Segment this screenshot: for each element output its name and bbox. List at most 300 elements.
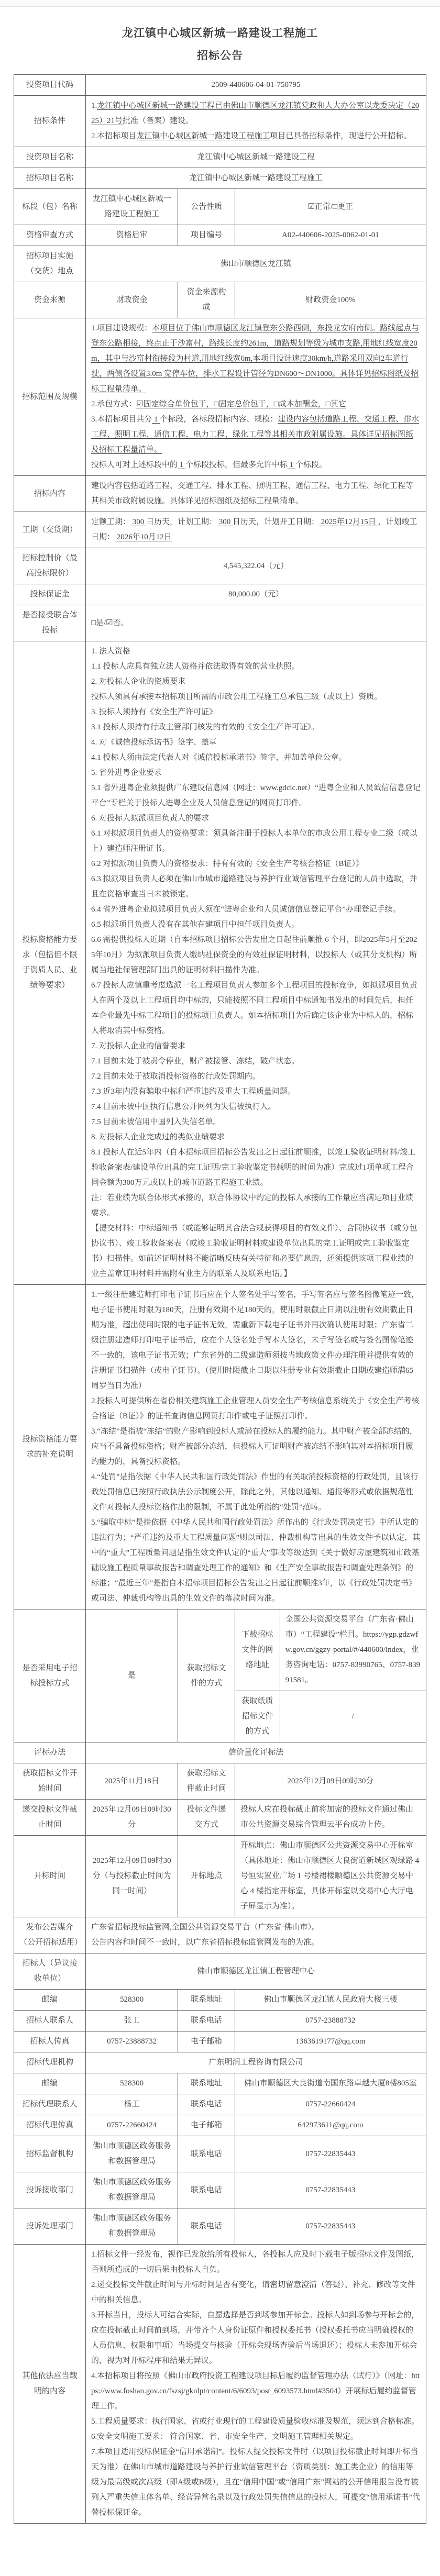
- row-label: 招标人传真: [14, 2031, 86, 2052]
- paragraph: [91, 872, 421, 902]
- paragraph: [91, 2097, 172, 2112]
- text-segment: ☑正常/□更正: [307, 202, 354, 211]
- row-value: [85, 2031, 178, 2052]
- tender-announcement-document: [0, 7, 440, 2576]
- paragraph: [240, 199, 421, 215]
- text-segment: 5.“骗取中标”是指依据《中华人民共和国行政处罚法》所作出的《行政处罚决定书》中所认定的违法行为；“严重违约及重大工程质量问题”则以司法、仲裁机构等出具的生效文件予以认定，其中的“重大”工程质量问题是指生效文件认定的“重大”事故等级达到《关于做好房屋建筑和市政基础设施工程质量事故报告和调查处理工作的通知》和《生产安全事故报告和调查处理条例》的标准；“最近三年”是指自本招标项目招标公告发出之日起往前顺推3年，以《行政处罚决定书》或司法、仲裁机构等出具的生效文件的落款时间为准。: [91, 1518, 421, 1603]
- text-segment: 2.递交投标文件截止时间与开标时间是否有变化，请密切留意澄清（答疑）、补充、修改等文件中的相关信息。: [91, 2281, 415, 2305]
- underlined-value: 2026年10月12日: [114, 533, 172, 542]
- text-segment: 80,000.00（元）: [228, 590, 283, 599]
- paragraph: [91, 587, 421, 602]
- row-value: [85, 2073, 178, 2094]
- table-row: [14, 1609, 426, 1691]
- text-segment: 0757-23888732: [305, 2016, 356, 2025]
- text-segment: 项目已具备招标条件，现进行公开招标。: [270, 132, 412, 141]
- text-segment: 4.1 投标人须由法定代表人对《诚信投标承诺书》签字，并加盖单位公章。: [91, 753, 347, 762]
- row-value: [85, 548, 426, 584]
- row-label: 招标控制价（最高投标限价）: [14, 548, 86, 584]
- text-segment: 7. 对投标人企业的信誉要求: [91, 1042, 185, 1051]
- row-label: 联系电话: [178, 2172, 235, 2208]
- text-segment: 2509-440606-04-01-750795: [211, 81, 301, 90]
- row-value: [85, 2011, 178, 2031]
- paragraph: [91, 2013, 172, 2028]
- text-segment: 2025年12月09日09时30分: [92, 1805, 171, 1829]
- row-value: [235, 2208, 426, 2245]
- row-value: [235, 282, 426, 318]
- text-segment: 6.3 拟派项目负责人必须在佛山市城市道路建设与养护行业诚信管理平台登记的人员中选取，并且在资格审查当日未被锁定。: [91, 875, 417, 899]
- text-segment: 广东省招标投标监管网,全国公共资源交易平台（广东省·佛山市）。: [91, 1923, 320, 1932]
- text-segment: 【提交材料：中标通知书（或能够证明其合法合规获得项目的有效文件）、合同协议书（或分包协议书）、竣工验收备案表（或竣工验收证明材料或建设单位出具的完工证明或完工验收鉴定书）扫描件。如前述证明材料不能清晰反映有关特征和必要信息的，还须提供该项工程业绩的业主盖章证明材料并需附有业主方的联系人及联系电话。】: [91, 1224, 417, 1279]
- paragraph: [91, 321, 421, 397]
- text-segment: 7.1 目前未处于被责令停业，财产被接管、冻结，破产状态。: [91, 1057, 300, 1066]
- row-label: 邮编: [14, 1990, 86, 2011]
- text-segment: 龙江镇中心城区新城一路建设工程: [196, 153, 315, 162]
- sub-row-value: [280, 1609, 426, 1691]
- paragraph: [91, 1774, 172, 1789]
- paragraph: [91, 171, 421, 186]
- text-segment: 广东明润工程咨询有限公司: [208, 2058, 303, 2067]
- paragraph: [91, 690, 421, 705]
- text-segment: 2. 对投标人企业的资质要求: [91, 678, 185, 686]
- text-segment: 1.: [91, 102, 97, 110]
- row-label: 递交投标文件截止时间: [14, 1800, 86, 1836]
- paragraph: [91, 1853, 172, 1899]
- row-label: 联系电话: [178, 2011, 235, 2031]
- paragraph: [91, 1191, 421, 1221]
- row-value: [85, 2208, 178, 2245]
- table-row: [14, 1800, 426, 1836]
- underlined-value: 龙江镇中心城区新城一路建设工程已由佛山市顺德区龙江镇党政和人大办公室以龙委决定（2025）21号: [91, 102, 420, 126]
- text-segment: 8.1 投标人在近5年内（自本招标项目招标公告发出之日起往前顺推，以竣工验收证明材料/竣工验收备案表/建设单位出具的完工证明/完工验收鉴定书载明的时间为准）完成过1项单项工程合同金额为300万元或以上的城市道路工程施工业绩。: [91, 1148, 416, 1187]
- row-value: [85, 1609, 178, 1742]
- row-label: 投标保证金: [14, 584, 86, 605]
- paragraph: [91, 228, 172, 243]
- row-label: 电子邮箱: [178, 2031, 235, 2052]
- row-label: 下载招标文件的网络地址: [235, 1609, 280, 1691]
- table-row: [14, 1285, 426, 1609]
- underlined-value: 建设内容包括道路工程、交通工程、排水工程、照明工程、通信工程、电力工程、绿化工程等其相关市政附属设施。具体详见招标图纸及招标工程量清单。: [91, 415, 420, 454]
- table-row: [14, 225, 426, 246]
- row-label: 投诉接收部门: [14, 2172, 86, 2208]
- text-segment: ，计划竣工日期：: [91, 518, 417, 542]
- row-value: [85, 1742, 426, 1763]
- text-segment: 6.7 投标人应慎重考虑选派一名工程项目负责人参加多个工程项目的投标竞争，如拟派项目负责人在两个及以上工程项目均中标的，只能按照不同工程项目中标通知书发出的时间先后，担任本企业最先中标工程项目的投标项目负责人。如本招标项目为后确定该企业为中标人的，招标人将取消其中标资格。: [91, 981, 417, 1036]
- underlined-value: 本项目位于佛山市顺德区龙江镇登东公路西侧，东投龙安府南侧。路线起点与登东公路相接，终点止于沙富村，路线长度约261m，道路规划等级为城市支路,用地红线宽度20m，其中与沙富村衔接段为村道,用地红线宽6m,本项目设计速度30km/h,道路采用双向2车道行驶，两侧各设置3.0m 宽停车位，排水工程设计管径为DN600～DN1000。具体详见招标图纸及招标工程量清单。: [91, 324, 420, 394]
- paragraph: [91, 932, 421, 978]
- table-row: [14, 189, 426, 225]
- paragraph: [91, 2055, 421, 2070]
- paragraph: [91, 705, 421, 720]
- table-row: [14, 246, 426, 282]
- row-value: [235, 189, 426, 225]
- paragraph: [91, 1084, 421, 1100]
- text-segment: 个标段，各标段招标内容、规模：: [160, 415, 278, 424]
- paragraph: [91, 1802, 172, 1833]
- underlined-value: 龙江镇中心城区新城一路建设工程施工: [136, 132, 270, 141]
- text-segment: 7.本项目适用投标保证金“信用承诺制”。投标人提交投标文件时（以项目投标截止时间即开标当天为准）在佛山市城市道路建设与养护行业诚信管理平台（资质类别：施工类企业）的信用等级为最高级或次高级（即A级或B级），且在“信用中国”或“信用广东”网站的公开信用报告没有被列入严重失信主体名单、经营异常名录以及行政处罚失信信息的投标人，可提交“信用承诺书”代替投标保证金。: [91, 2448, 421, 2517]
- row-label: 项目编号: [178, 225, 235, 246]
- paragraph: [91, 1115, 421, 1130]
- row-value: [235, 2136, 426, 2172]
- row-label: 招标条件: [14, 96, 86, 147]
- text-segment: 开标地点：佛山市顺德区公共资源交易中心开标室（具体地址：佛山市顺德区大良街道新城区观绿路 4 号恒实置业广场 1 号楼裙楼顺德区公共资源交易中心 4 楼指定开标室，具体开标室以交易中心大厅电子屏显示为准）。: [240, 1841, 420, 1911]
- row-label: 获取招标文件截止时间: [178, 1763, 235, 1800]
- paragraph: [91, 2139, 172, 2169]
- table-row: [14, 168, 426, 189]
- paragraph: [91, 1470, 421, 1515]
- text-segment: 杨工: [124, 2100, 140, 2109]
- row-value: [235, 1800, 426, 1836]
- text-segment: 2.本招标项目: [91, 132, 137, 141]
- row-value: [235, 1990, 426, 2011]
- text-segment: 4.本招标项目将按照《佛山市政府投资工程建设项目标后履约监督管理办法（试行）》（网址：https://www.foshan.gov.cn/fszsj/gknlpt/content/6/6093/post_6093573.html#3504）开展标后履约监督管理工作。: [91, 2372, 420, 2411]
- paragraph: [240, 2147, 421, 2162]
- table-row: [14, 1990, 426, 2011]
- row-value: [235, 2172, 426, 2208]
- text-segment: 8. 对投标人企业完成过的类似业绩要求: [91, 1133, 225, 1142]
- text-segment: 1363619177@qq.com: [295, 2037, 366, 2046]
- paragraph: [91, 674, 421, 690]
- text-segment: 信价量化评标法: [228, 1748, 283, 1757]
- text-segment: 2025年12月09日09时30分（与投标截止时间为同一时间）: [92, 1857, 171, 1896]
- paragraph: [91, 2429, 421, 2445]
- row-label: 联系地址: [178, 1990, 235, 2011]
- paragraph: [91, 2076, 172, 2091]
- paragraph: [91, 1424, 421, 1470]
- text-segment: 建设内容包括道路工程、交通工程、排水工程、照明工程、通信工程、电力工程、绿化工程等其相关市政附属设施。具体详见招标图纸及招标工程量清单。: [91, 482, 413, 506]
- table-row: [14, 96, 426, 147]
- row-value: [235, 2031, 426, 2052]
- paragraph: [91, 129, 421, 144]
- text-segment: 资格后审: [116, 231, 148, 240]
- row-value: [235, 1763, 426, 1800]
- text-segment: 3.“冻结”是指被“冻结”的财产影响到投标人或潜在投标人的履约能力。其中财产被全部冻结的，应当不具备投标资格；财产被部分冻结，但投标人可证明财产被冻结不影响其对本招标项目履约能力的，具备投标资格。: [91, 1427, 417, 1467]
- row-value: [85, 1836, 178, 1917]
- paragraph: [91, 616, 421, 631]
- row-label: 招标内容: [14, 476, 86, 512]
- text-segment: /: [351, 1712, 354, 1721]
- text-segment: 批准（备案）建设。: [122, 117, 193, 126]
- row-label: 电子邮箱: [178, 2115, 235, 2136]
- table-row: [14, 512, 426, 548]
- text-segment: 佛山市顺德区政务服务和数据管理局: [92, 2142, 171, 2166]
- table-row: [14, 1953, 426, 1990]
- paragraph: [240, 1774, 421, 1789]
- text-segment: 2025年11月18日: [104, 1776, 159, 1785]
- table-row: [14, 605, 426, 641]
- underlined-value: 1: [152, 415, 160, 424]
- table-row: [14, 1917, 426, 1953]
- text-segment: 4.“处罚”是指依据《中华人民共和国行政处罚法》作出的有关取消投标资格的行政处罚，且该行政处罚信息已按照行政执法公示制度公开，除此之外，其他以通知、通报等形式或依据规范性文件对投标人投标资格作出的限制，不属于此处所指的“处罚”范畴。: [91, 1473, 419, 1512]
- paragraph: [240, 228, 421, 243]
- paragraph: [240, 2034, 421, 2049]
- paragraph: [91, 2278, 421, 2308]
- text-segment: 7.2 目前未处于被取消投标资格的行政处罚期内。: [91, 1072, 260, 1081]
- text-segment: 6.4 省外进粤企业拟派项目负责人须在“进粤企业和人员诚信信息登记平台”办理登记手续。: [91, 905, 401, 914]
- paragraph: [91, 1668, 172, 1683]
- text-segment: 日历天，计划开工日期：: [232, 518, 319, 527]
- row-label: 投标资格能力要求的补充说明: [14, 1285, 86, 1609]
- text-segment: 7.4 目前未被中国执行信息公开网列为失信被执行人。: [91, 1103, 276, 1112]
- table-row: [14, 641, 426, 1285]
- text-segment: 注：若业绩为联合体形式承接的，联合体协议中约定的投标人承接的工作量应当满足项目业绩要求。: [91, 1194, 413, 1218]
- text-segment: 6.5 拟派项目负责人没有在其他在建项目中担任项目负责人。: [91, 920, 300, 929]
- row-value: [85, 512, 426, 548]
- paragraph: [91, 293, 172, 308]
- paragraph: [91, 192, 172, 222]
- paragraph: [91, 559, 421, 574]
- row-value: [85, 225, 178, 246]
- paragraph: [240, 293, 421, 308]
- row-value: [85, 2172, 178, 2208]
- row-value: [85, 2245, 426, 2524]
- text-segment: 0757-23888732: [107, 2037, 157, 2046]
- row-label: 获取招标文件的方式: [178, 1609, 235, 1742]
- paragraph: [285, 1612, 421, 1688]
- text-segment: 1.一级注册建造师打印电子证书后应在个人签名处手写签名，手写签名应与签名图像笔迹一致，电子证书使用时限为180天，注册有效期不足180天的，使用时限截止日期以注册有效期截止日期为准，超出使用时限的电子证书无效，需重新下载电子证书并再次确认使用时限；广东省二级注册建造师打印电子证书后，应在个人签名处手写本人签名，未手写签名或与签名图像笔迹不一致的，该电子证书无效；广东省外的二级建造师须按当地政策文件办理注册并提供有效的注册证书扫描件（或电子证书）。（使用时限截止日期以注册专业有效期截止日期或建造师满65周岁当日为准）: [91, 1291, 420, 1391]
- row-value: [85, 168, 426, 189]
- text-segment: 个标段。: [295, 461, 327, 470]
- underlined-value: 1: [287, 461, 295, 470]
- text-segment: 642973611@qq.com: [298, 2121, 364, 2130]
- table-row: [14, 147, 426, 168]
- row-label: 联系电话: [178, 2208, 235, 2245]
- text-segment: 公告内容和时间不一致时，以广东省招标投标监管网发布的为准。: [91, 1938, 319, 1947]
- underlined-value: ☑固定综合单价包干，□固定总价包干，□成本加酬金，□其它: [136, 400, 346, 409]
- row-label: 联系地址: [178, 2073, 235, 2094]
- text-segment: 7.3 近3年内没有骗取中标和严重违约及重大工程质量问题。: [91, 1087, 295, 1096]
- paragraph: [91, 1964, 421, 1979]
- text-segment: 4,545,322.04（元）: [223, 561, 289, 570]
- row-value: [235, 2073, 426, 2094]
- text-segment: 3. 投标人须持有《安全生产许可证》: [91, 708, 217, 717]
- paragraph: [240, 2097, 421, 2112]
- row-label: 招标人（异议接收单位）: [14, 1953, 86, 1990]
- text-segment: 6.2 对拟派项目负责人的资格要求：持有有效的《安全生产考核合格证（B证）》: [91, 860, 364, 869]
- row-label: 开标时间: [14, 1836, 86, 1917]
- paragraph: [91, 1069, 421, 1084]
- row-value: [85, 1953, 426, 1990]
- text-segment: 全国公共资源交易平台（广东省·佛山市）“工程建设”栏目。https://ygp.gdzwfw.gov.cn/ggzy-portal/#/440600/index，业务咨询电话：0757-83990765、0757-83991581。: [285, 1615, 421, 1685]
- table-row: [14, 318, 426, 476]
- row-label: 资格审查方式: [14, 225, 86, 246]
- paragraph: [91, 1287, 421, 1394]
- row-label: 招标项目实施（交货）地点: [14, 246, 86, 282]
- text-segment: 1.1 投标人应具有独立法人资格并依法取得有效的营业执照。: [91, 662, 300, 671]
- paragraph: [240, 2076, 421, 2091]
- text-segment: 6. 对投标人拟派项目负责人的要求: [91, 814, 209, 823]
- paragraph: [91, 902, 421, 917]
- paragraph: [91, 659, 421, 674]
- table-row: [14, 2245, 426, 2524]
- text-segment: 0757-22660424: [305, 2100, 356, 2109]
- row-label: 公告性质: [178, 189, 235, 225]
- text-segment: 0757-22835443: [305, 2222, 356, 2230]
- table-row: [14, 75, 426, 96]
- paragraph: [91, 765, 421, 781]
- paragraph: [91, 2211, 172, 2241]
- paragraph: [91, 917, 421, 932]
- text-segment: 3.开标当日，投标人可结合实际，自愿选择是否到场参加开标会。投标人如到场参与开标会的，应在投标截止时间前到场，并带齐个人身份证原件和授权委托书（授权委托书应当明确授权的人员信息、权限和事项）当场提交与核验（开标会现场查验后当场退还）；投标人未参加开标会的，视为对开标程序和结果无异议。: [91, 2311, 420, 2366]
- paragraph: [91, 811, 421, 826]
- text-segment: 投标人可对上述标段中的: [91, 461, 178, 470]
- row-label: 联系电话: [178, 2136, 235, 2172]
- text-segment: 6.1 对拟派项目负责人的资格要求：须具备注册于投标人本单位的市政公用工程专业二级（或以上）建造师注册证书。: [91, 829, 417, 853]
- row-value: [85, 2052, 426, 2073]
- row-label: 标段（包）名称: [14, 189, 86, 225]
- row-label: 招标代理机构: [14, 2052, 86, 2073]
- text-segment: 财政资金100%: [305, 295, 356, 304]
- paragraph: [91, 1992, 172, 2007]
- paragraph: [240, 1802, 421, 1833]
- row-value: [85, 1285, 426, 1609]
- table-row: [14, 2172, 426, 2208]
- row-value: [85, 584, 426, 605]
- row-label: 投资项目代码: [14, 75, 86, 96]
- paragraph: [240, 1992, 421, 2007]
- paragraph: [91, 857, 421, 872]
- paragraph: [91, 1100, 421, 1115]
- paragraph: [240, 2013, 421, 2028]
- text-segment: 0757-22660424: [107, 2121, 157, 2130]
- text-segment: 6.安全文明施工要求： 符合国家、省、市安全生产、文明施工管理相关规定。: [91, 2433, 358, 2441]
- row-value: [85, 476, 426, 512]
- row-label: 评标办法: [14, 1742, 86, 1763]
- paragraph: [91, 735, 421, 750]
- text-segment: 龙江镇中心城区新城一路建设工程施工: [189, 174, 323, 183]
- paragraph: [91, 150, 421, 165]
- row-label: 获取招标文件开始时间: [14, 1763, 86, 1800]
- paragraph: [91, 1145, 421, 1191]
- tender-info-table: [14, 74, 426, 2524]
- paragraph: [91, 1935, 421, 1950]
- row-label: 招标代理传真: [14, 2115, 86, 2136]
- paragraph: [91, 781, 421, 811]
- row-value: [85, 189, 178, 225]
- text-segment: 528300: [120, 2079, 144, 2088]
- underlined-value: 300: [130, 518, 146, 527]
- row-value: [85, 2115, 178, 2136]
- paragraph: [240, 2219, 421, 2234]
- row-value: [85, 1800, 178, 1836]
- table-row: [14, 476, 426, 512]
- text-segment: 7.5 目前未被信用中国列入失信名单。: [91, 1118, 221, 1127]
- paragraph: [91, 1394, 421, 1424]
- text-segment: 2025年12月09日09时30分: [287, 1776, 374, 1785]
- text-segment: 龙江镇中心城区新城一路建设工程施工: [92, 195, 171, 219]
- paragraph: [91, 644, 421, 659]
- row-value: [85, 1917, 426, 1953]
- text-segment: 3.1 投标人须持有行政主管部门核发的有效的《安全生产许可证》。: [91, 723, 319, 732]
- row-label: 招标人联系人: [14, 2011, 86, 2031]
- table-row: [14, 2094, 426, 2115]
- row-label: 投资项目名称: [14, 147, 86, 168]
- underlined-value: 2025年12月15日: [318, 518, 378, 527]
- row-value: [85, 2094, 178, 2115]
- row-label: 投标资格能力要求（包括但不限于资质人员、业绩等要求）: [14, 641, 86, 1285]
- paragraph: [91, 720, 421, 735]
- text-segment: 定额工期：: [91, 518, 130, 527]
- text-segment: 528300: [120, 1995, 144, 2004]
- row-label: 投标文件递交方式: [178, 1800, 235, 1836]
- text-segment: 0757-22835443: [305, 2185, 356, 2194]
- table-row: [14, 1763, 426, 1800]
- row-value: [235, 1836, 426, 1917]
- row-value: [235, 2011, 426, 2031]
- paragraph: [91, 412, 421, 458]
- paragraph: [91, 2308, 421, 2369]
- paragraph: [91, 397, 421, 412]
- text-segment: 1.招标文件一经发布，视作已发放给所有投标人，各投标人应及时下载电子版招标文件及图纸，否则所造成的一切后果由投标人自负。: [91, 2250, 420, 2274]
- paragraph: [91, 458, 421, 473]
- row-value: [85, 282, 178, 318]
- page-title: 龙江镇中心城区新城一路建设工程施工: [122, 27, 318, 39]
- table-row: [14, 282, 426, 318]
- row-label: 工期（交货期）: [14, 512, 86, 548]
- row-label: 资金来源构成: [178, 282, 235, 318]
- row-value: [85, 641, 426, 1285]
- page-top-divider: [0, 0, 440, 7]
- paragraph: [91, 2034, 172, 2049]
- row-value: [235, 2115, 426, 2136]
- table-row: [14, 548, 426, 584]
- paragraph: [91, 750, 421, 765]
- row-label: 资金来源: [14, 282, 86, 318]
- table-row: [14, 2011, 426, 2031]
- row-label: 投诉处理部门: [14, 2208, 86, 2245]
- row-label: 发布公告媒介（公开招标适用）: [14, 1917, 86, 1953]
- text-segment: □是/☑否。: [91, 618, 129, 627]
- text-segment: 6.6 需提供投标人近期（自本招标项目招标公告发出之日起往前顺推 6 个月，即2025年5月至2025年10月）为拟派项目负责人缴纳社保资金的有效社保证明材料，以投标人（或其分支机构）所属当地社保管理部门出具的证明材料扫描件为准。: [91, 936, 417, 975]
- text-segment: 1.项目建设规模：: [91, 324, 152, 333]
- text-segment: 张工: [124, 2016, 140, 2025]
- text-segment: 个标段投标，但最多允许中标: [185, 461, 288, 470]
- paragraph: [91, 826, 421, 857]
- text-segment: 佛山市顺德区政务服务和数据管理局: [92, 2178, 171, 2202]
- row-value: [235, 225, 426, 246]
- text-segment: 5.工程质量要求：执行国家、省或行业现行的工程建设质量验收标准及规范，须达到合格标准。: [91, 2417, 420, 2426]
- text-segment: 5.1 省外进粤企业须提供广东建设信息网（网址：www.gdcic.net）“进粤企业和人员诚信信息登记平台”专栏关于投标人进粤企业及人员信息登记的网页打印件。: [91, 784, 421, 808]
- text-segment: 2.承包方式：: [91, 400, 137, 409]
- table-row: [14, 1742, 426, 1763]
- text-segment: 佛山市顺德区龙江镇工程管理中心: [196, 1967, 315, 1975]
- text-segment: 佛山市顺德区龙江镇: [220, 259, 291, 268]
- row-value: [85, 96, 426, 147]
- table-row: [14, 2073, 426, 2094]
- table-row: [14, 1836, 426, 1917]
- row-label: 招标项目名称: [14, 168, 86, 189]
- paragraph: [285, 1709, 421, 1724]
- paragraph: [240, 1838, 421, 1914]
- sub-row-value: [280, 1691, 426, 1742]
- paragraph: [91, 2175, 172, 2205]
- text-segment: 佛山市顺德区大良街道南国东路卓越大厦8楼805室: [244, 2079, 417, 2088]
- row-value: [85, 605, 426, 641]
- paragraph: [91, 1745, 421, 1760]
- text-segment: 1. 法人资格: [91, 647, 130, 656]
- row-value: [85, 75, 426, 96]
- row-label: 是否采用电子招标投标方式: [14, 1609, 86, 1742]
- paragraph: [91, 1920, 421, 1935]
- paragraph: [91, 1054, 421, 1069]
- text-segment: 日历天，计划工期：: [146, 518, 217, 527]
- text-segment: 3.本招标项目共分: [91, 415, 152, 424]
- row-label: 招标监督机构: [14, 2136, 86, 2172]
- table-row: [14, 2115, 426, 2136]
- paragraph: [91, 1130, 421, 1145]
- row-value: [85, 246, 426, 282]
- row-label: 联系电话: [178, 2094, 235, 2115]
